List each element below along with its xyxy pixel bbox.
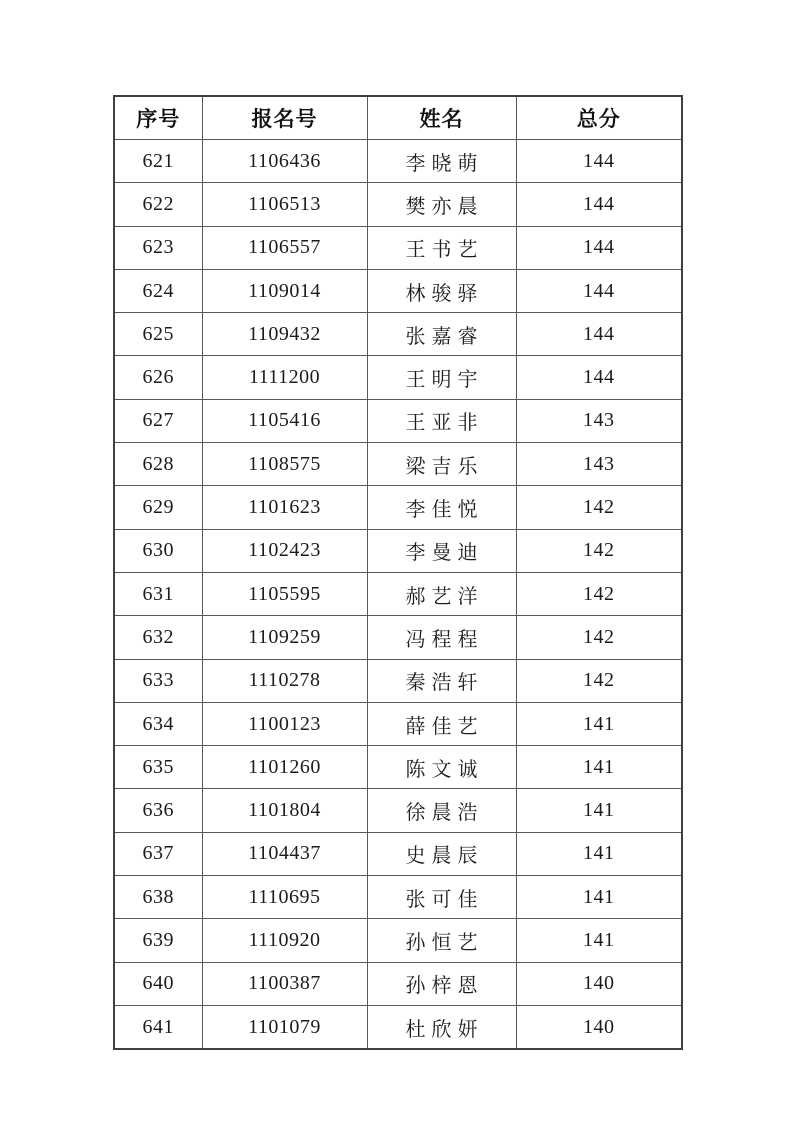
table-cell-score: 141: [516, 789, 682, 832]
table-cell-score: 144: [516, 140, 682, 183]
table-row: [114, 616, 682, 659]
table-row: [114, 572, 682, 615]
table-cell-serial: 625: [114, 313, 202, 356]
table-cell-reg_no: 1110920: [202, 919, 367, 962]
table-cell-reg_no: 1101804: [202, 789, 367, 832]
table-cell-name: 孙恒艺: [367, 919, 516, 962]
table-cell-reg_no: 1101260: [202, 746, 367, 789]
table-cell-name: 陈文诚: [367, 746, 516, 789]
table-cell-name: 冯程程: [367, 616, 516, 659]
header-registration-number: 报名号: [202, 96, 367, 140]
table-cell-serial: 623: [114, 226, 202, 269]
table-cell-score: 141: [516, 876, 682, 919]
table-cell-score: 140: [516, 962, 682, 1005]
table-cell-reg_no: 1106513: [202, 183, 367, 226]
table-cell-score: 142: [516, 616, 682, 659]
table-cell-serial: 635: [114, 746, 202, 789]
table-row: [114, 269, 682, 312]
table-cell-score: 144: [516, 226, 682, 269]
table-row: [114, 183, 682, 226]
table-row: [114, 1005, 682, 1049]
table-cell-name: 张可佳: [367, 876, 516, 919]
table-cell-reg_no: 1105595: [202, 572, 367, 615]
table-cell-score: 144: [516, 356, 682, 399]
table-cell-score: 142: [516, 572, 682, 615]
table-cell-score: 144: [516, 183, 682, 226]
table-cell-reg_no: 1101079: [202, 1005, 367, 1049]
table-cell-score: 141: [516, 919, 682, 962]
table-cell-reg_no: 1106557: [202, 226, 367, 269]
table-cell-serial: 624: [114, 269, 202, 312]
table-cell-score: 143: [516, 443, 682, 486]
table-row: [114, 443, 682, 486]
table-cell-name: 张嘉睿: [367, 313, 516, 356]
table-cell-name: 李晓萌: [367, 140, 516, 183]
table-row: [114, 746, 682, 789]
table-cell-name: 王书艺: [367, 226, 516, 269]
table-row: [114, 399, 682, 442]
table-cell-name: 秦浩轩: [367, 659, 516, 702]
table-cell-reg_no: 1109432: [202, 313, 367, 356]
table-cell-name: 薛佳艺: [367, 702, 516, 745]
score-table: [113, 95, 683, 1050]
table-cell-reg_no: 1109014: [202, 269, 367, 312]
table-cell-serial: 640: [114, 962, 202, 1005]
table-cell-reg_no: 1110278: [202, 659, 367, 702]
table-cell-reg_no: 1102423: [202, 529, 367, 572]
table-cell-score: 141: [516, 702, 682, 745]
table-row: [114, 356, 682, 399]
table-cell-score: 143: [516, 399, 682, 442]
table-cell-serial: 630: [114, 529, 202, 572]
table-row: [114, 789, 682, 832]
table-cell-name: 徐晨浩: [367, 789, 516, 832]
table-cell-serial: 631: [114, 572, 202, 615]
table-cell-score: 141: [516, 746, 682, 789]
table-cell-reg_no: 1106436: [202, 140, 367, 183]
table-cell-reg_no: 1104437: [202, 832, 367, 875]
table-row: [114, 702, 682, 745]
table-cell-score: 144: [516, 313, 682, 356]
table-row: [114, 529, 682, 572]
table-cell-score: 144: [516, 269, 682, 312]
table-cell-name: 王亚非: [367, 399, 516, 442]
table-cell-serial: 627: [114, 399, 202, 442]
table-cell-name: 梁吉乐: [367, 443, 516, 486]
header-serial-number: 序号: [114, 96, 202, 140]
table-row: [114, 832, 682, 875]
table-cell-serial: 641: [114, 1005, 202, 1049]
table-cell-reg_no: 1111200: [202, 356, 367, 399]
table-cell-reg_no: 1101623: [202, 486, 367, 529]
table-cell-name: 李曼迪: [367, 529, 516, 572]
table-row: [114, 226, 682, 269]
table-cell-reg_no: 1110695: [202, 876, 367, 919]
table-cell-serial: 639: [114, 919, 202, 962]
table-cell-score: 142: [516, 659, 682, 702]
table-cell-score: 141: [516, 832, 682, 875]
table-cell-serial: 637: [114, 832, 202, 875]
table-cell-serial: 632: [114, 616, 202, 659]
table-cell-reg_no: 1108575: [202, 443, 367, 486]
table-cell-serial: 626: [114, 356, 202, 399]
header-total-score: 总分: [516, 96, 682, 140]
table-cell-reg_no: 1105416: [202, 399, 367, 442]
table-row: [114, 876, 682, 919]
table-cell-name: 李佳悦: [367, 486, 516, 529]
table-cell-name: 郝艺洋: [367, 572, 516, 615]
table-cell-serial: 638: [114, 876, 202, 919]
table-cell-reg_no: 1100123: [202, 702, 367, 745]
table-row: [114, 486, 682, 529]
table-row: [114, 919, 682, 962]
table-row: [114, 659, 682, 702]
table-cell-name: 孙梓恩: [367, 962, 516, 1005]
table-cell-serial: 622: [114, 183, 202, 226]
table-row: [114, 140, 682, 183]
table-cell-name: 杜欣妍: [367, 1005, 516, 1049]
table-cell-serial: 629: [114, 486, 202, 529]
table-cell-name: 林骏驿: [367, 269, 516, 312]
table-cell-name: 樊亦晨: [367, 183, 516, 226]
table-header-row: [114, 96, 682, 140]
table-cell-name: 史晨辰: [367, 832, 516, 875]
table-cell-name: 王明宇: [367, 356, 516, 399]
table-cell-serial: 628: [114, 443, 202, 486]
table-cell-score: 142: [516, 486, 682, 529]
table-row: [114, 313, 682, 356]
table-row: [114, 962, 682, 1005]
table-cell-reg_no: 1100387: [202, 962, 367, 1005]
table-cell-serial: 636: [114, 789, 202, 832]
table-cell-score: 142: [516, 529, 682, 572]
table-cell-serial: 634: [114, 702, 202, 745]
table-cell-reg_no: 1109259: [202, 616, 367, 659]
table-cell-serial: 621: [114, 140, 202, 183]
table-cell-score: 140: [516, 1005, 682, 1049]
table-body: [114, 140, 682, 1050]
header-name: 姓名: [367, 96, 516, 140]
table-cell-serial: 633: [114, 659, 202, 702]
